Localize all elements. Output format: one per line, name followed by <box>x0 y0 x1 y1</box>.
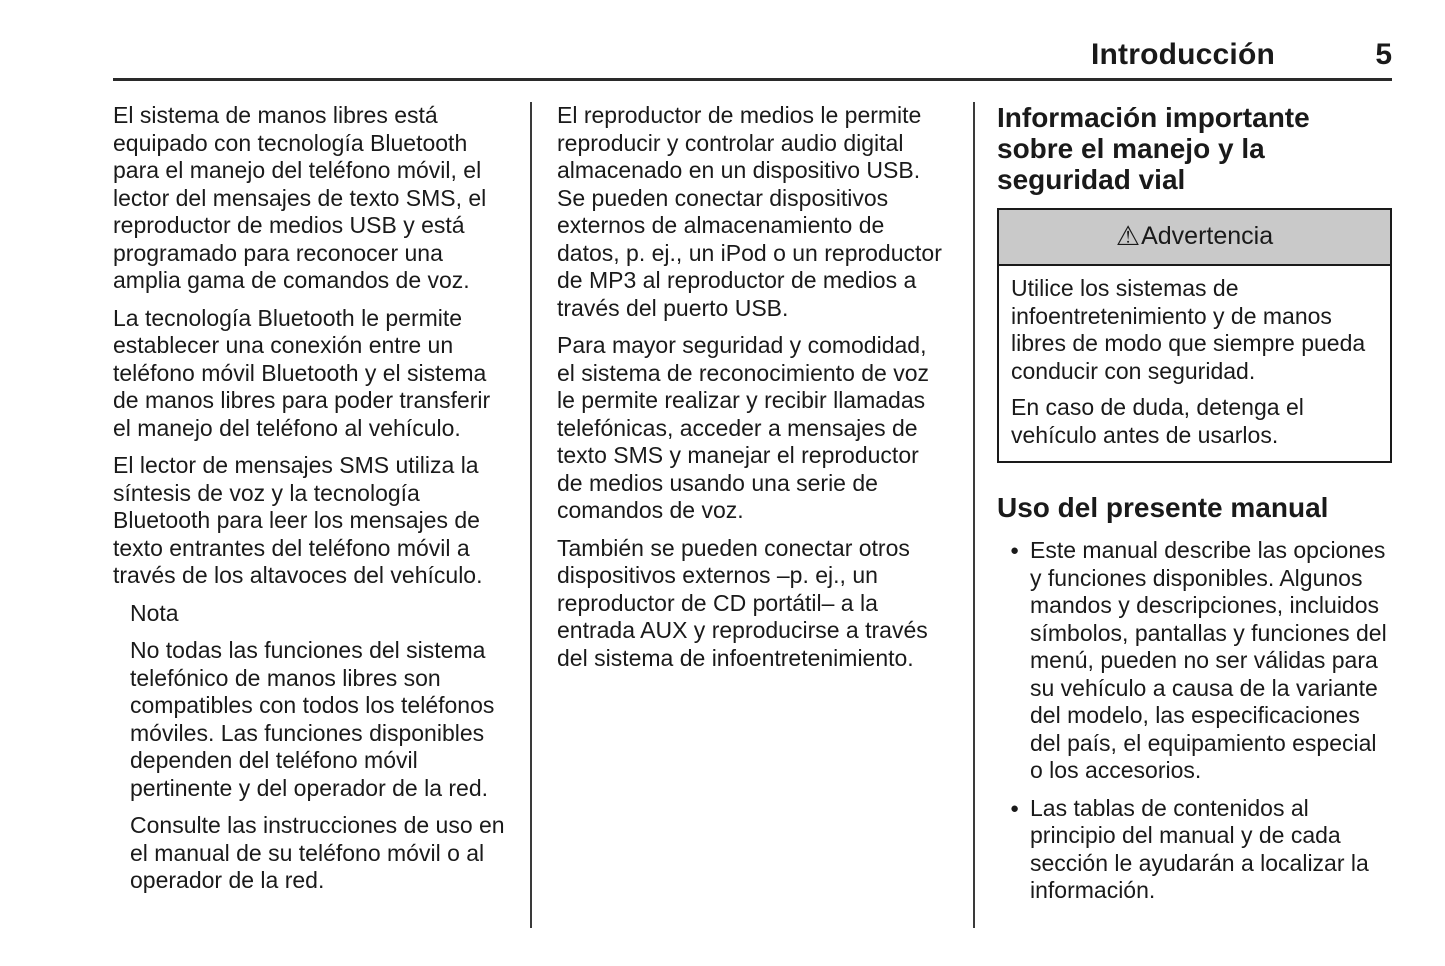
warning-triangle-icon: ⚠ <box>1115 220 1141 251</box>
column-3 <box>997 102 1392 928</box>
page-number: 5 <box>1375 38 1392 71</box>
column-divider <box>530 102 532 928</box>
warning-body <box>999 266 1390 461</box>
column-1 <box>113 102 512 928</box>
note-paragraph: No todas las funciones del sistema telefónico de manos libres son compatibles con todos los teléfonos móviles. Las funciones disponibles dependen del teléfono móvil pertinente y del operador de la red. <box>130 637 495 801</box>
paragraph: El reproductor de medios le permite reproducir y controlar audio digital almacenado en un dispositivo USB. Se pueden conectar dispositivos externos de almacenamiento de datos, p. ej., un iPod o un reproductor de MP3 al reproductor de medios a través del puerto USB. <box>557 102 942 321</box>
section-title-manual-use: Uso del presente manual <box>997 492 1329 523</box>
list-item-text: Las tablas de contenidos al principio del manual y de cada sección le ayudarán a localizar la información. <box>1030 794 1369 903</box>
warning-title: Advertencia <box>1141 222 1274 251</box>
bullet-dot: ● <box>1010 799 1020 817</box>
note-label: Nota <box>130 599 179 626</box>
page-header <box>113 0 1392 81</box>
paragraph: El lector de mensajes SMS utiliza la síntesis de voz y la tecnología Bluetooth para leer los mensajes de texto entrantes del teléfono móvil a través de los altavoces del vehículo. <box>113 452 483 588</box>
list-item-text: Este manual describe las opciones y funciones disponibles. Algunos mandos y descripciones, incluidos símbolos, pantallas y funciones del menú, pueden no ser válidas para su vehículo a causa de la variante del modelo, las especificaciones del país, el equipamiento especial o los accesorios. <box>1030 537 1387 783</box>
list-item <box>997 795 1392 905</box>
paragraph: La tecnología Bluetooth le permite establecer una conexión entre un teléfono móvil Bluetooth y el sistema de manos libres para poder transferir el manejo del teléfono al vehículo. <box>113 304 491 441</box>
content-columns <box>113 102 1445 928</box>
bullet-dot: ● <box>1010 542 1020 559</box>
bullet-list <box>997 537 1392 905</box>
warning-paragraph: Utilice los sistemas de infoentretenimiento y de manos libres de modo que siempre pueda conducir con seguridad. <box>1011 275 1366 384</box>
warning-box <box>997 208 1392 463</box>
column-2 <box>557 102 947 928</box>
paragraph: También se pueden conectar otros dispositivos externos –p. ej., un reproductor de CD portátil– a la entrada AUX y reproducirse a través del sistema de infoentretenimiento. <box>557 534 928 671</box>
note-block <box>130 600 512 895</box>
section-title-driving-safety: Información importante sobre el manejo y la seguridad vial <box>997 102 1310 195</box>
list-item <box>997 537 1392 785</box>
paragraph: Para mayor seguridad y comodidad, el sistema de reconocimiento de voz le permite realizar y recibir llamadas telefónicas, acceder a mensajes de texto SMS y manejar el reproductor de medios usando una serie de comandos de voz. <box>557 332 930 523</box>
page-title: Introducción <box>1090 38 1275 71</box>
column-divider <box>973 102 975 928</box>
warning-header <box>999 210 1390 266</box>
warning-paragraph: En caso de duda, detenga el vehículo antes de usarlos. <box>1011 394 1304 448</box>
note-paragraph: Consulte las instrucciones de uso en el manual de su teléfono móvil o al operador de la red. <box>130 812 505 893</box>
paragraph: El sistema de manos libres está equipado con tecnología Bluetooth para el manejo del teléfono móvil, el lector del mensajes de texto SMS, el reproductor de medios USB y está programado para reconocer una amplia gama de comandos de voz. <box>113 102 487 293</box>
